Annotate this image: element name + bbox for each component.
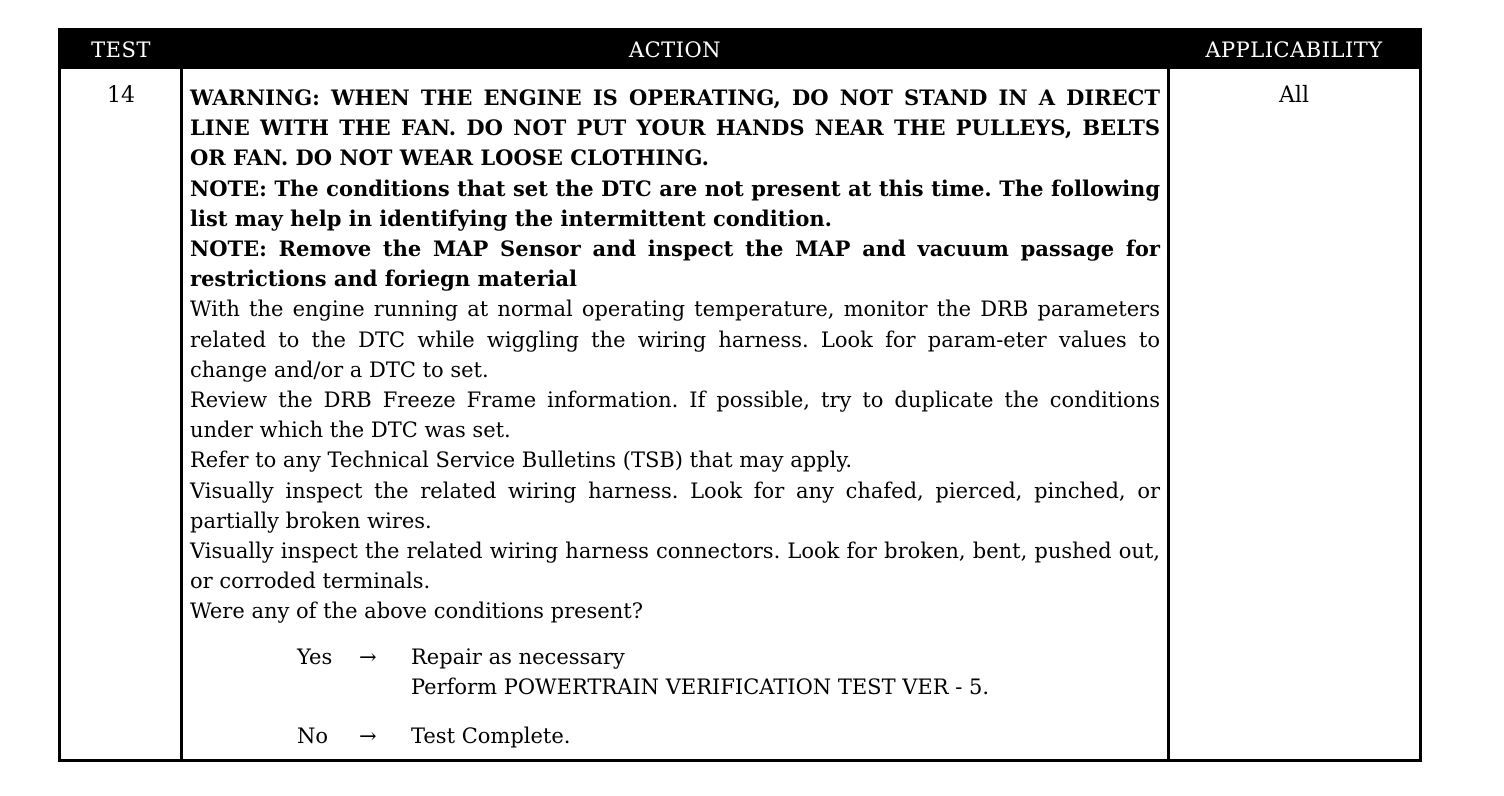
no-label: No xyxy=(297,724,329,748)
step-text: Visually inspect the related wiring harness. Look for any chafed, pierced, pinched, or partially broken wires. xyxy=(190,478,1160,533)
table-header xyxy=(61,31,1419,69)
action-cell xyxy=(190,83,1160,627)
step-text: Visually inspect the related wiring harness connectors. Look for broken, bent, pushed out, or corroded terminals. xyxy=(190,539,1160,594)
warning-text: WARNING: WHEN THE ENGINE IS OPERATING, DO NOT STAND IN A DIRECT LINE WITH THE FAN. DO NOT PUT YOUR HANDS NEAR THE PULLEYS, BELTS OR FAN. DO NOT WEAR LOOSE CLOTHING. xyxy=(190,85,1160,171)
header-test: TEST xyxy=(91,38,151,62)
step-text: With the engine running at normal operating temperature, monitor the DRB parameters related to the DTC while wiggling the wiring harness. Look for param-eter values to change and/or a DTC to set. xyxy=(190,297,1160,382)
step-text: Refer to any Technical Service Bulletins (TSB) that may apply. xyxy=(190,448,853,473)
question-text: Were any of the above conditions present? xyxy=(190,599,643,624)
header-action: ACTION xyxy=(628,38,722,62)
yes-action: Repair as necessary xyxy=(411,645,625,669)
step-text: Review the DRB Freeze Frame information. If possible, try to duplicate the conditions under which the DTC was set. xyxy=(190,388,1160,443)
diagnostic-table xyxy=(58,28,1422,762)
yes-label: Yes xyxy=(297,645,333,669)
note-text: NOTE: The conditions that set the DTC are not present at this time. The following list may help in identifying the intermittent condition. xyxy=(190,175,1160,231)
arrow-icon: → xyxy=(359,645,377,669)
no-action: Test Complete. xyxy=(411,724,571,748)
applicability-value: All xyxy=(1279,83,1309,108)
header-applicability: APPLICABILITY xyxy=(1205,38,1383,62)
note-text: NOTE: Remove the MAP Sensor and inspect the MAP and vacuum passage for restrictions and foriegn material xyxy=(190,236,1160,292)
yes-action-detail: Perform POWERTRAIN VERIFICATION TEST VER - 5. xyxy=(411,675,990,699)
column-divider xyxy=(1167,69,1170,759)
arrow-icon: → xyxy=(359,724,377,748)
test-number: 14 xyxy=(107,83,135,108)
column-divider xyxy=(180,69,183,759)
